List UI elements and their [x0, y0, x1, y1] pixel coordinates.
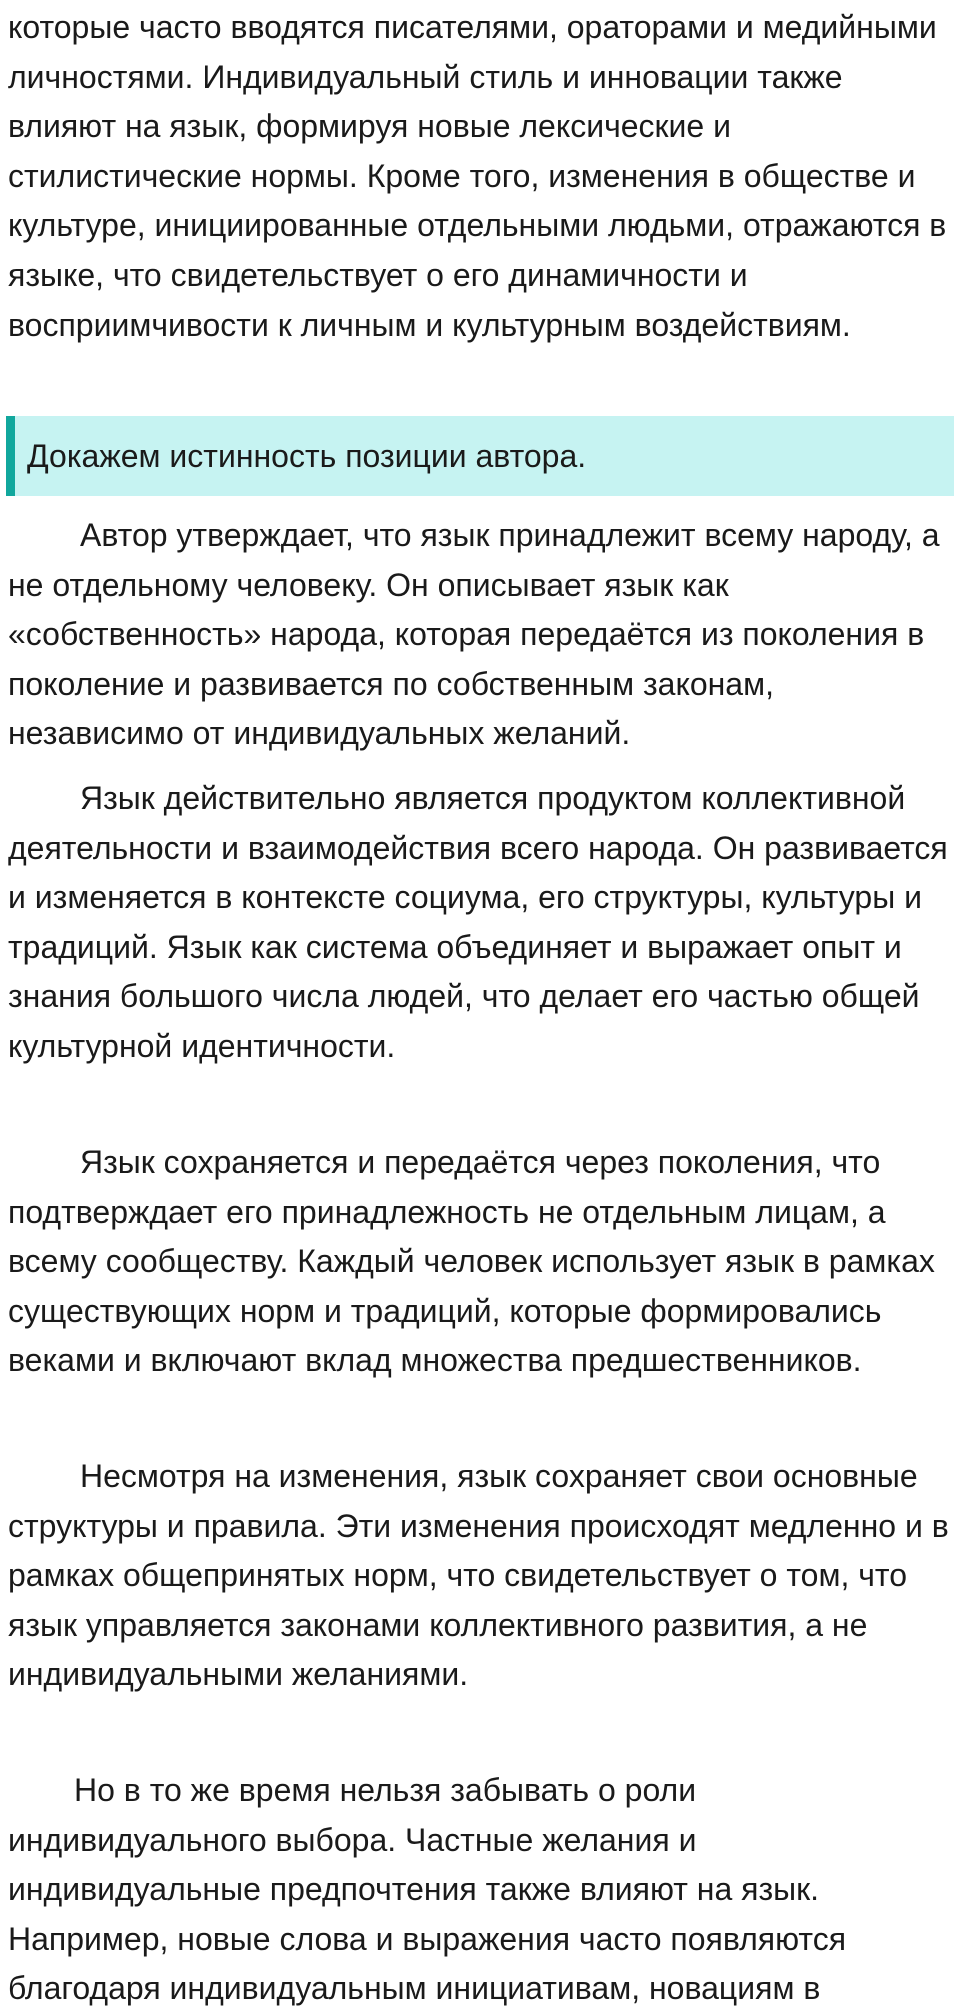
- body-paragraph: Автор утверждает, что язык принадлежит всему народу, а не отдельному человеку. Он описывает язык как «собственность» народа, которая передаётся из поколения в поколение и развивается по собственным законам, независимо от индивидуальных желаний.: [8, 517, 940, 752]
- section-heading: Докажем истинность позиции автора.: [27, 438, 587, 474]
- body-paragraph: Несмотря на изменения, язык сохраняет свои основные структуры и правила. Эти изменения происходят медленно и в рамках общепринятых норм, что свидетельствует о том, что язык управляется законами коллективного развития, а не индивидуальными желаниями.: [8, 1458, 949, 1693]
- body-paragraph: Язык сохраняется и передаётся через поколения, что подтверждает его принадлежность не отдельным лицам, а всему сообществу. Каждый человек использует язык в рамках существующих норм и традиций, которые формировались веками и включают вклад множества предшественников.: [8, 1144, 935, 1379]
- section-heading-callout: [6, 416, 954, 496]
- body-paragraph: Язык действительно является продуктом коллективной деятельности и взаимодействия всего народа. Он развивается и изменяется в контексте социума, его структуры, культуры и традиций. Язык как система объединяет и выражает опыт и знания большого числа людей, что делает его частью общей культурной идентичности.: [8, 780, 948, 1064]
- body-paragraph: Но в то же время нельзя забывать о роли индивидуального выбора. Частные желания и индивидуальные предпочтения также влияют на язык. Например, новые слова и выражения часто появляются благодаря индивидуальным инициативам, новациям в: [8, 1772, 847, 2007]
- intro-paragraph: которые часто вводятся писателями, ораторами и медийными личностями. Индивидуальный стиль и инновации также влияют на язык, формируя новые лексические и стилистические нормы. Кроме того, изменения в обществе и культуре, инициированные отдельными людьми, отражаются в языке, что свидетельствует о его динамичности и восприимчивости к личным и культурным воздействиям.: [8, 9, 947, 343]
